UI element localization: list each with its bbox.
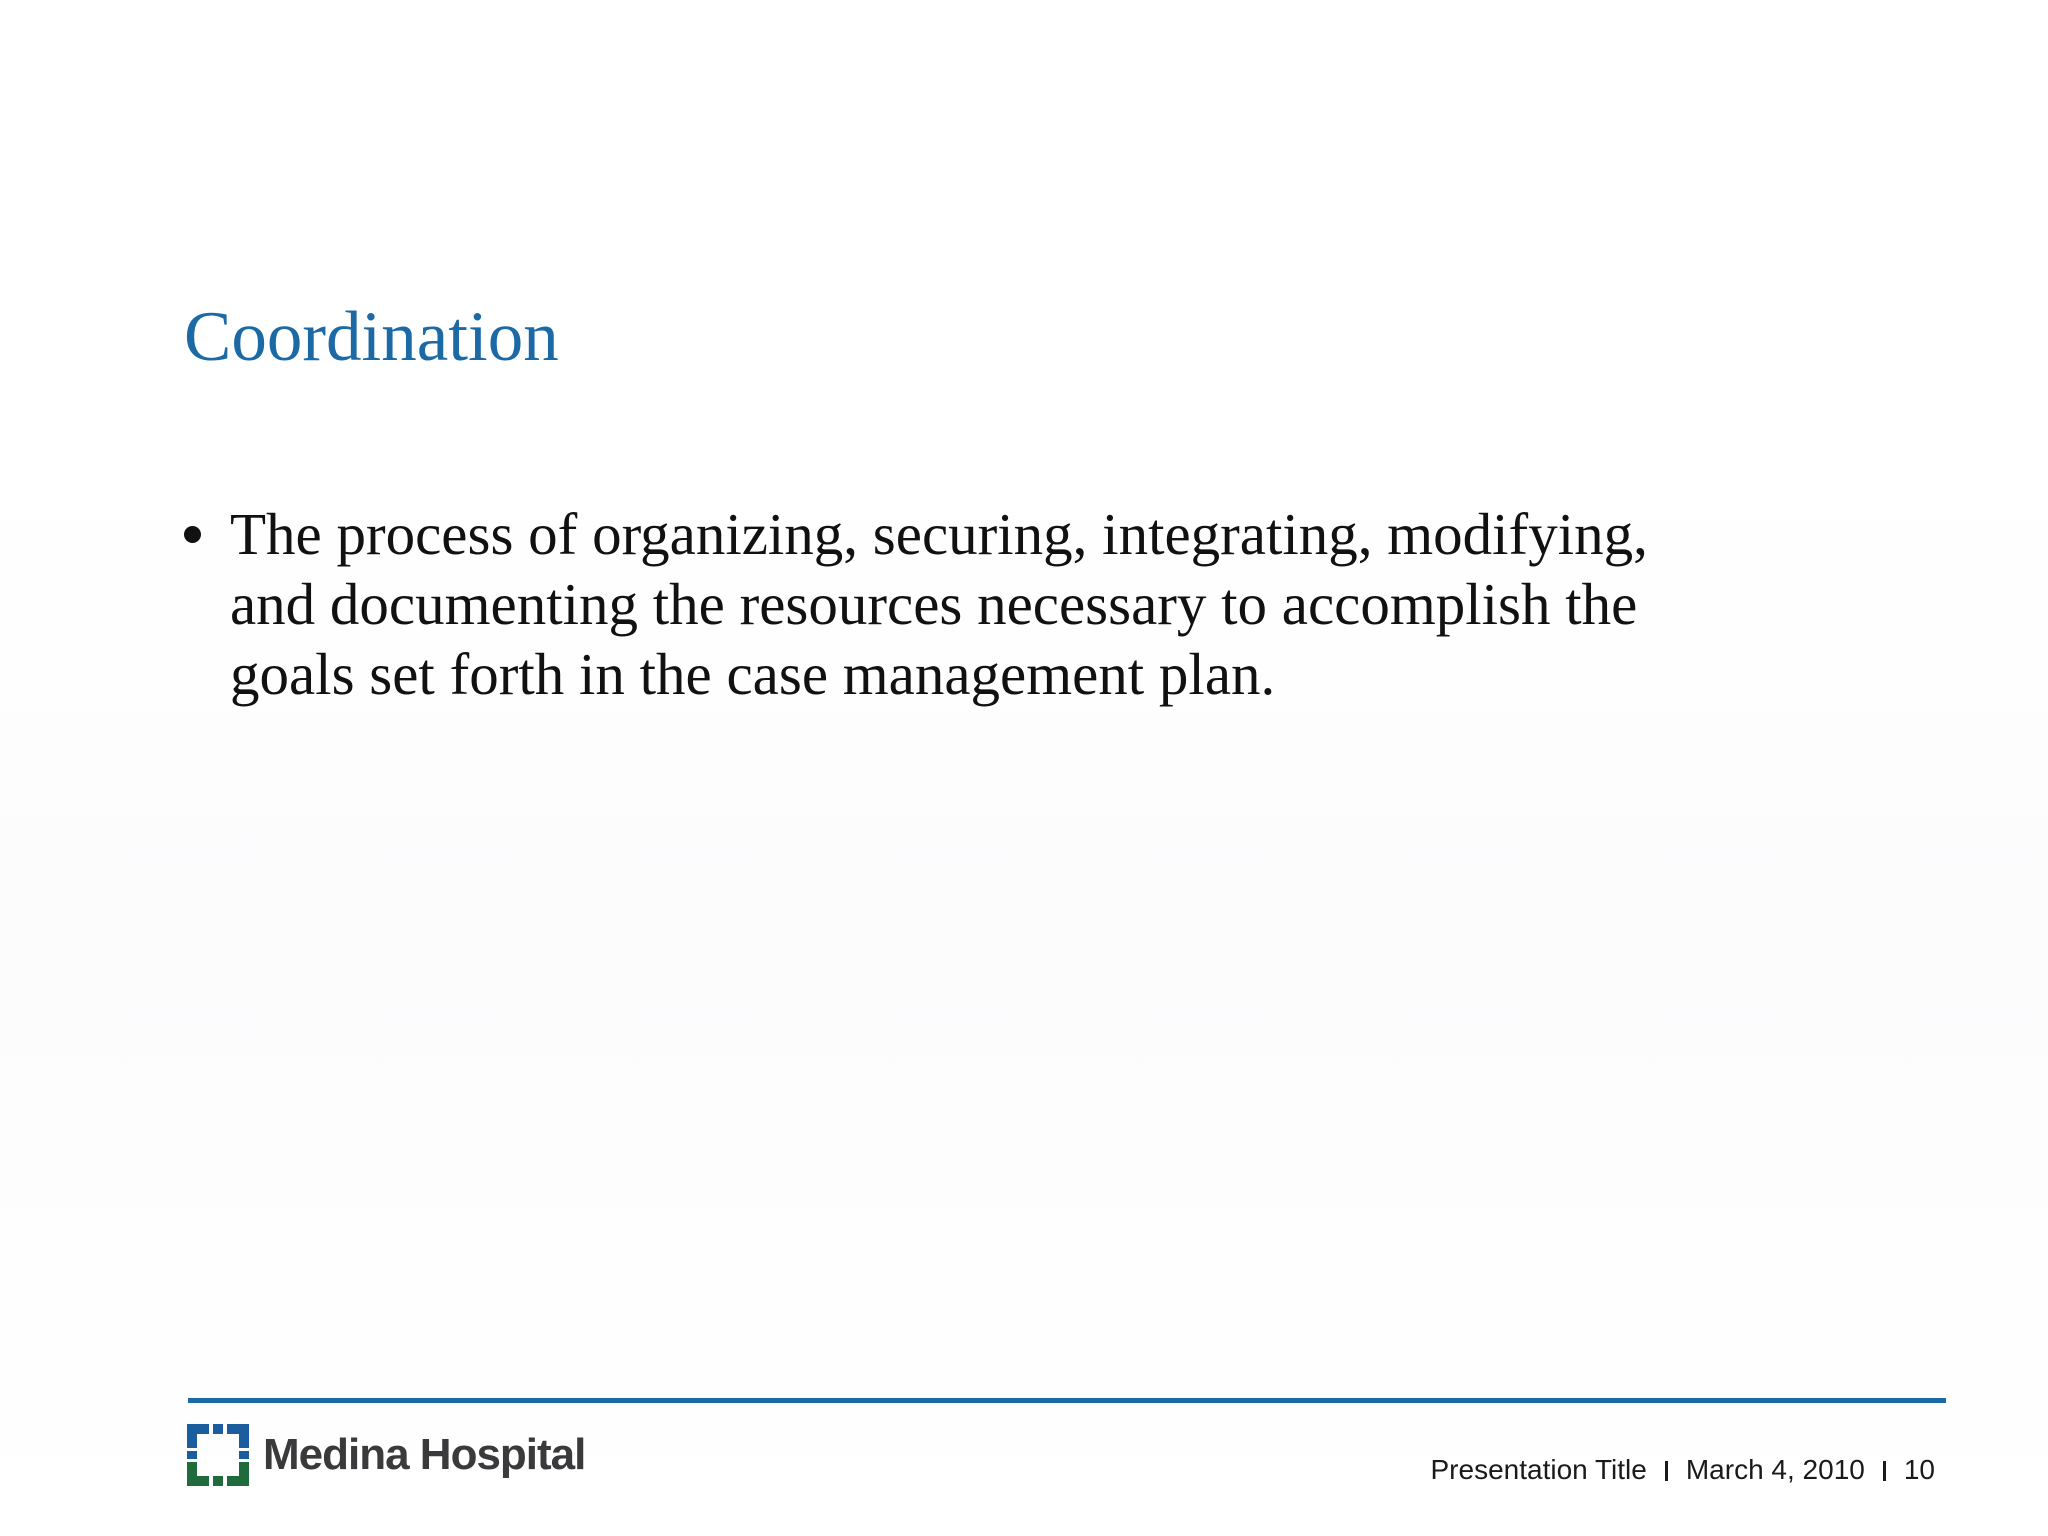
footer-divider <box>188 1398 1946 1403</box>
footer-meta <box>1431 1456 1936 1484</box>
separator-icon <box>1883 1461 1886 1481</box>
presentation-title: Presentation Title <box>1430 1454 1647 1485</box>
hospital-logo <box>187 1424 585 1486</box>
separator-icon <box>1665 1461 1668 1481</box>
page-number: 10 <box>1903 1454 1935 1485</box>
bullet-text: The process of organizing, securing, integrating, modifying, and documenting the resources necessary to accomplish the goals set forth in the case management plan. <box>230 501 1648 707</box>
bullet-list <box>180 499 1780 709</box>
logo-text: Medina Hospital <box>263 1430 586 1479</box>
presentation-date: March 4, 2010 <box>1685 1454 1865 1485</box>
list-item <box>180 499 1780 709</box>
bullet-dot-icon <box>184 526 201 543</box>
slide-title: Coordination <box>184 298 559 376</box>
medina-cross-logo-icon <box>187 1424 249 1486</box>
